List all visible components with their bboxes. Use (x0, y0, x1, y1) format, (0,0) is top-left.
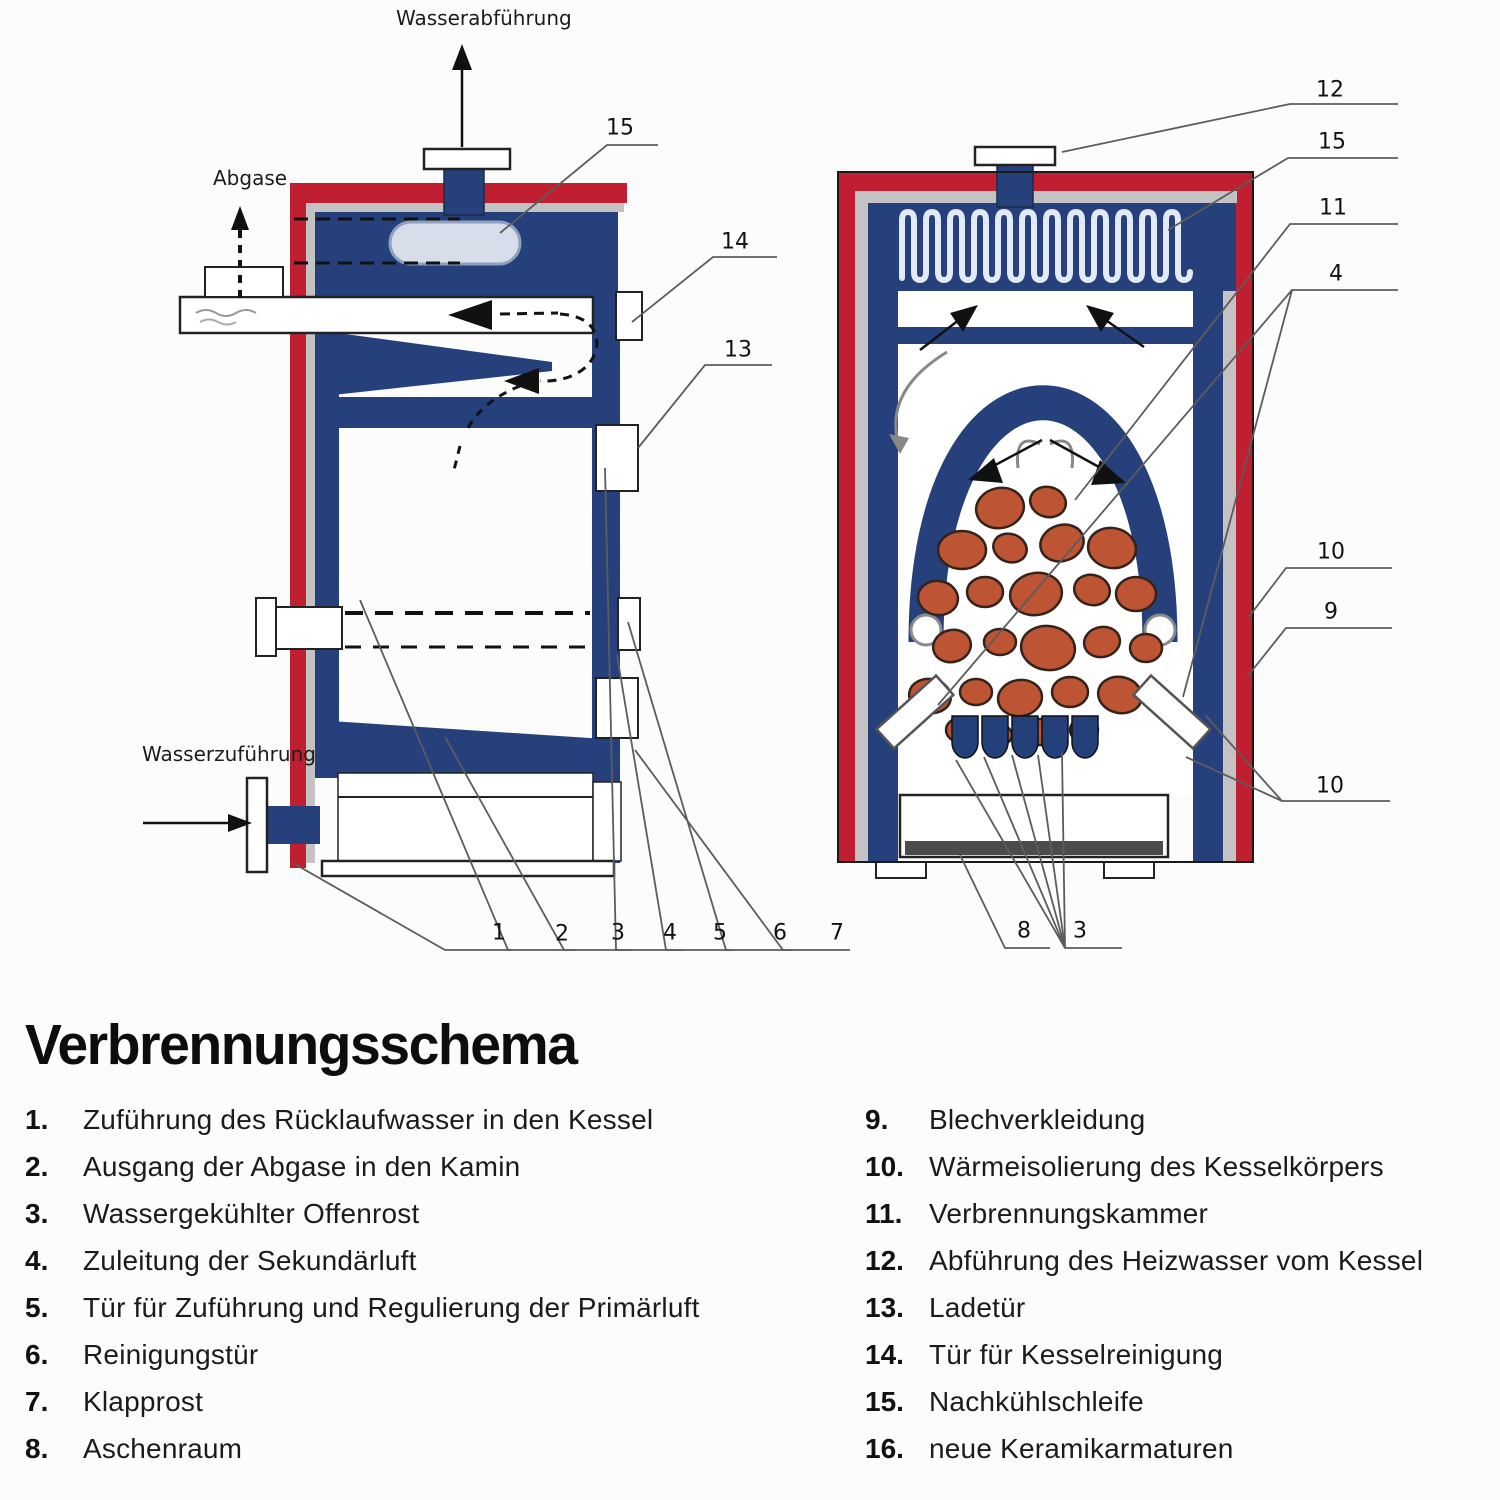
callout-left-7: 7 (830, 920, 844, 946)
legend-item-9: 9. Blechverkleidung (865, 1104, 1146, 1135)
callout-right-15: 15 (1318, 129, 1346, 155)
legend-item-8: 8. Aschenraum (25, 1433, 243, 1464)
callout-right-11: 11 (1319, 195, 1347, 221)
legend-item-16: 16. neue Keramikarmaturen (865, 1433, 1234, 1464)
legend (0, 1012, 1500, 1464)
legend-item-1: 1. Zuführung des Rücklaufwasser in den Kessel (25, 1104, 654, 1135)
label-water-out: Wasserabführung (396, 6, 572, 30)
callout-right-9: 9 (1324, 599, 1338, 625)
legend-item-2: 2. Ausgang der Abgase in den Kamin (25, 1151, 521, 1182)
legend-item-6: 6. Reinigungstür (25, 1339, 259, 1370)
legend-item-7: 7. Klapprost (25, 1386, 204, 1417)
callout-right-10a: 10 (1317, 539, 1345, 565)
page-title: Verbrennungsschema (25, 1013, 577, 1077)
legend-item-15: 15. Nachkühlschleife (865, 1386, 1144, 1417)
callout-left-15: 15 (606, 115, 634, 141)
water-cooled-grate (952, 716, 1098, 758)
callout-left-5: 5 (713, 920, 727, 946)
legend-item-14: 14. Tür für Kesselreinigung (865, 1339, 1224, 1370)
callout-right-8: 8 (1017, 918, 1031, 944)
callout-left-6: 6 (773, 920, 787, 946)
legend-item-11: 11. Verbrennungskammer (865, 1198, 1209, 1229)
legend-item-4: 4. Zuleitung der Sekundärluft (25, 1245, 417, 1276)
legend-column-right (865, 1104, 1485, 1480)
legend-item-12: 12. Abführung des Heizwasser vom Kessel (865, 1245, 1424, 1276)
callout-right-3: 3 (1073, 918, 1087, 944)
callout-left-14: 14 (721, 229, 749, 255)
right-boiler-section (838, 147, 1254, 878)
callout-right-4: 4 (1329, 261, 1343, 287)
label-water-in: Wasserzuführung (142, 742, 316, 766)
callout-left-3: 3 (611, 920, 625, 946)
legend-item-5: 5. Tür für Zuführung und Regulierung der Primärluft (25, 1292, 700, 1323)
callout-left-13: 13 (724, 337, 752, 363)
callout-right-12: 12 (1316, 77, 1344, 103)
callout-right-10b: 10 (1316, 773, 1344, 799)
callout-left-4: 4 (663, 920, 677, 946)
legend-item-3: 3. Wassergekühlter Offenrost (25, 1198, 420, 1229)
legend-column-left (25, 1104, 845, 1480)
label-flue-gas: Abgase (213, 166, 288, 190)
legend-item-10: 10. Wärmeisolierung des Kesselkörpers (865, 1151, 1384, 1182)
legend-item-13: 13. Ladetür (865, 1292, 1026, 1323)
callout-left-1: 1 (492, 920, 506, 946)
callout-left-2: 2 (555, 921, 569, 947)
